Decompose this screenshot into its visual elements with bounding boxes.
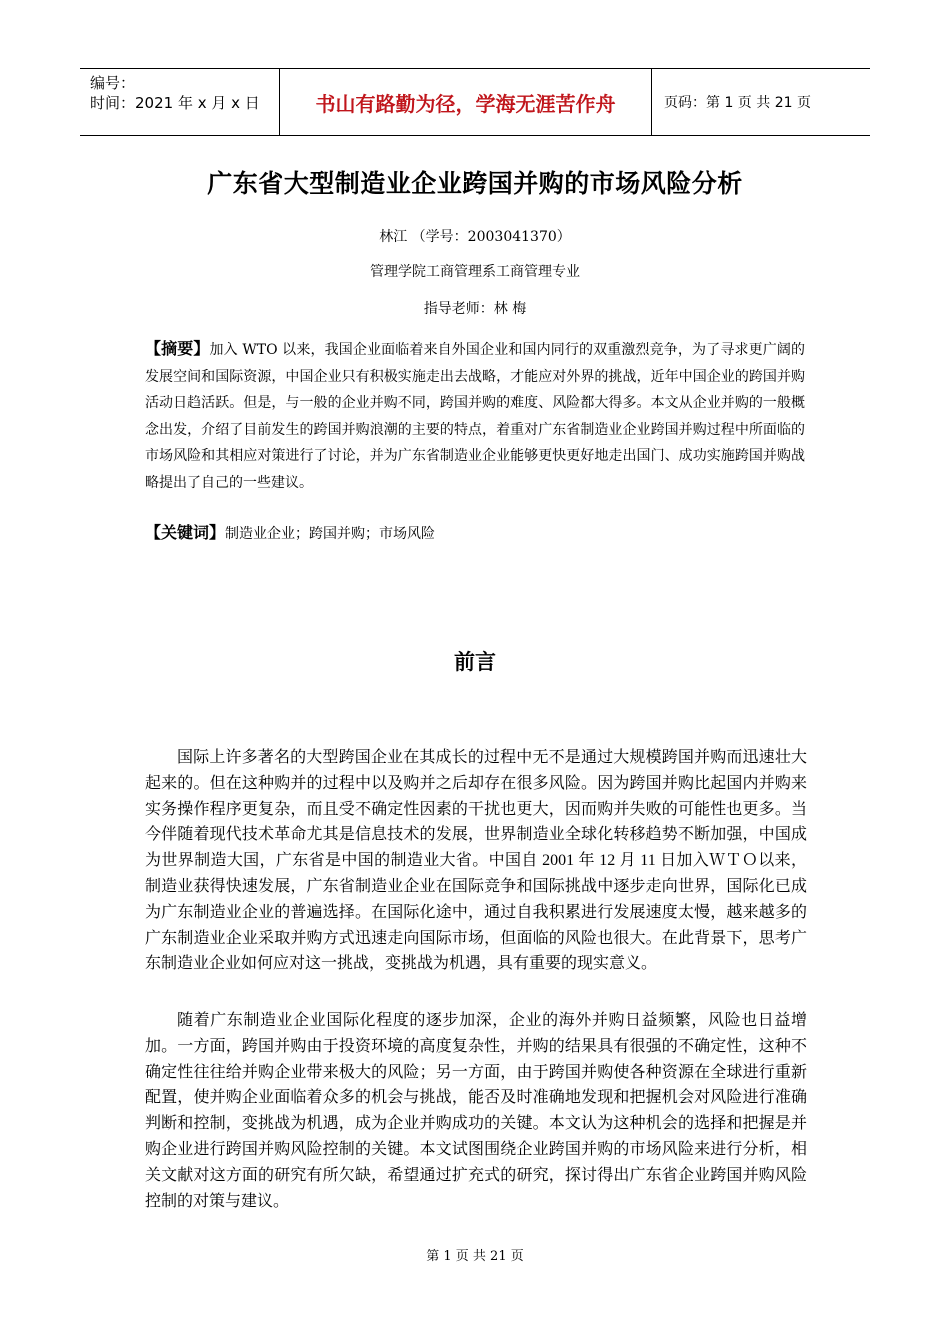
header-motto: 书山有路勤为径，学海无涯苦作舟 [280, 69, 652, 135]
body-paragraph-2: 随着广东制造业企业国际化程度的逐步加深，企业的海外并购日益频繁，风险也日益增加。一方面，跨国并购由于投资环境的高度复杂性，并购的结果具有很强的不确定性，这种不确定性往往给并购企业带来极大的风险；另一方面，由于跨国并购使各种资源在全球进行重新配置，使并购企业面临着众多的机会与挑战，能否及时准确地发现和把握机会对风险进行准确判断和控制，变挑战为机遇，成为企业并购成功的关键。本文认为这种机会的选择和把握是并购企业进行跨国并购风险控制的关键。本文试图围绕企业跨国并购的市场风险来进行分析，相关文献对这方面的研究有所欠缺，希望通过扩充式的研究，探讨得出广东省企业跨国并购风险控制的对策与建议。 [145, 1012, 807, 1210]
keywords-text: 制造业企业；跨国并购；市场风险 [225, 526, 436, 542]
document-date-label: 时间：2021 年 x 月 x 日 [90, 94, 260, 112]
keywords-tag: 【关键词】 [145, 523, 226, 542]
body-paragraph-1: 国际上许多著名的大型跨国企业在其成长的过程中无不是通过大规模跨国并购而迅速壮大起来的。但在这种购并的过程中以及购并之后却存在很多风险。因为跨国并购比起国内并购来实务操作程序更复杂，而且受不确定性因素的干扰也更大，因而购并失败的可能性也更多。当今伴随着现代技术革命尤其是信息技术的发展，世界制造业全球化转移趋势不断加强，中国成为世界制造大国，广东省是中国的制造业大省。中国自 2001 年 12 月 11 日加入ＷＴＯ以来，制造业获得快速发展，广东省制造业企业在国际竞争和国际挑战中逐步走向世界，国际化已成为广东制造业企业的普遍选择。在国际化途中，通过自我积累进行发展速度太慢，越来越多的广东制造业企业采取并购方式迅速走向国际市场，但面临的风险也很大。在此背景下，思考广东制造业企业如何应对这一挑战，变挑战为机遇，具有重要的现实意义。 [145, 749, 807, 973]
header-table [80, 68, 870, 136]
abstract-tag: 【摘要】 [145, 339, 210, 358]
keywords-block [145, 520, 805, 547]
department-line: 管理学院工商管理系工商管理专业 [370, 264, 580, 280]
document-number-label: 编号： [90, 74, 136, 92]
advisor-line: 指导老师：林 梅 [423, 301, 527, 317]
section-title-preface: 前言 [454, 650, 496, 674]
abstract-block [145, 336, 805, 496]
page-footer: 第 1 页 共 21 页 [426, 1249, 524, 1264]
header-page-info: 页码：第 1 页 共 21 页 [664, 95, 811, 111]
author-line: 林江 （学号：2003041370） [379, 229, 571, 245]
header-left-cell [80, 69, 280, 135]
abstract-text: 加入 WTO 以来，我国企业面临着来自外国企业和国内同行的双重激烈竞争，为了寻求更广阔的发展空间和国际资源，中国企业只有积极实施走出去战略，才能应对外界的挑战，近年中国企业的跨国并购活动日趋活跃。但是，与一般的企业并购不同，跨国并购的难度、风险都大得多。本文从企业并购的一般概念出发，介绍了目前发生的跨国并购浪潮的主要的特点，着重对广东省制造业企业跨国并购过程中所面临的市场风险和其相应对策进行了讨论，并为广东省制造业企业能够更快更好地走出国门、成功实施跨国并购战略提出了自己的一些建议。 [145, 342, 805, 491]
document-title: 广东省大型制造业企业跨国并购的市场风险分析 [207, 169, 743, 198]
